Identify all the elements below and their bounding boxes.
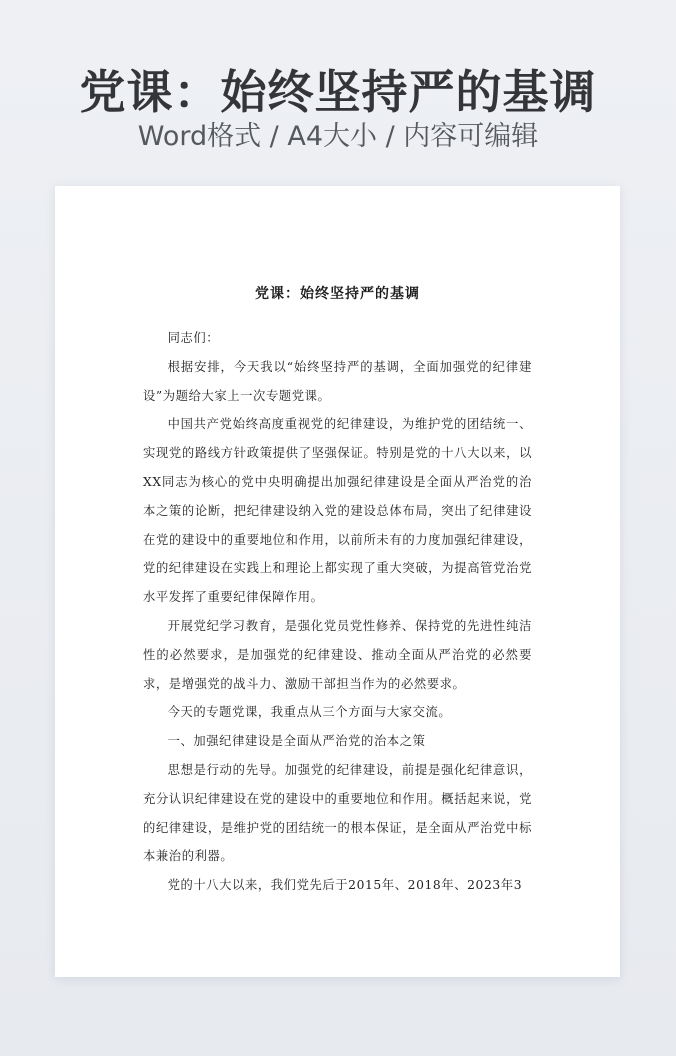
paragraph-continued: 党的十八大以来，我们党先后于2015年、2018年、2023年3: [167, 878, 523, 893]
section-heading-1: 一、加强纪律建设是全面从严治党的治本之策: [167, 734, 426, 749]
paragraph-outline: 今天的专题党课，我重点从三个方面与大家交流。: [167, 705, 452, 720]
paragraph-background: 中国共产党始终高度重视党的纪律建设，为维护党的团结统一、实现党的路线方针政策提供了坚强保证。特别是党的十八大以来，以XX同志为核心的党中央明确提出加强纪律建设是全面从严治党的治本之策的论断，把纪律建设纳入党的建设总体布局，突出了纪律建设在党的建设中的重要地位和作用，以前所未有的力度加强纪律建设，党的纪律建设在实践上和理论上都实现了重大突破，为提高管党治党水平发挥了重要纪律保障作用。: [143, 417, 532, 605]
document-title: 党课：始终坚持严的基调: [255, 286, 420, 302]
document-body: [143, 324, 532, 900]
paragraph-significance: 开展党纪学习教育，是强化党员党性修养、保持党的先进性纯洁性的必然要求，是加强党的纪律建设、推动全面从严治党的必然要求，是增强党的战斗力、激励干部担当作为的必然要求。: [143, 618, 532, 691]
paragraph-intro: 根据安排，今天我以“始终坚持严的基调，全面加强党的纪律建设”为题给大家上一次专题党课。: [143, 359, 532, 403]
banner-subtitle: Word格式 / A4大小 / 内容可编辑: [137, 121, 539, 152]
document-page: [55, 186, 620, 977]
paragraph-section-1: 思想是行动的先导。加强党的纪律建设，前提是强化纪律意识，充分认识纪律建设在党的建设中的重要地位和作用。概括起来说，党的纪律建设，是维护党的团结统一的根本保证，是全面从严治党中标本兼治的利器。: [143, 762, 532, 864]
banner-title: 党课：始终坚持严的基调: [79, 65, 597, 119]
paragraph-salutation: 同志们：: [167, 331, 220, 345]
